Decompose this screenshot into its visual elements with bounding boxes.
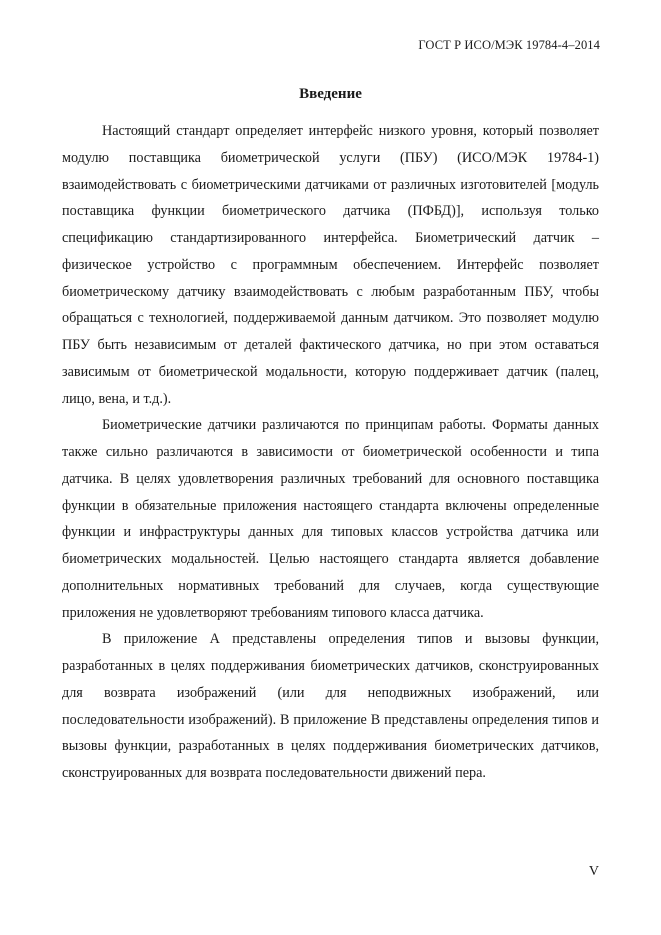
page-number: V xyxy=(588,864,599,879)
section-title: Введение xyxy=(299,86,362,102)
paragraph-2: Биометрические датчики различаются по принципам работы. Форматы данных также сильно различаются в зависимости от биометрической особенности и типа датчика. В целях удовлетворения различных требований для основного поставщика функции в обязательные приложения настоящего стандарта включены определенные функции и инфраструктуры данных для типовых классов устройства датчика или биометрических модальностей. Целью настоящего стандарта является добавление дополнительных нормативных требований для случаев, когда существующие приложения не удовлетворяют требованиям типового класса датчика. xyxy=(62,417,599,621)
paragraph-1: Настоящий стандарт определяет интерфейс низкого уровня, который позволяет модулю поставщика биометрической услуги (ПБУ) (ИСО/МЭК 19784-1) взаимодействовать с биометрическими датчиками от различных изготовителей [модуль поставщика функции биометрического датчика (ПФБД)], используя только спецификацию стандартизированного интерфейса. Биометрический датчик – физическое устройство с программным обеспечением. Интерфейс позволяет биометрическому датчику взаимодействовать с любым разработанным ПБУ, чтобы обращаться с технологией, поддерживаемой данным датчиком. Это позволяет модулю ПБУ быть независимым от деталей фактического датчика, но при этом оставаться зависимым от биометрической модальности, которую поддерживает датчик (палец, лицо, вена, и т.д.). xyxy=(62,123,599,407)
document-header xyxy=(418,38,600,53)
paragraph-3: В приложение А представлены определения типов и вызовы функции, разработанных в целях поддерживания биометрических датчиков, сконструированных для возврата изображений (или для неподвижных изображений, или последовательности изображений). В приложение В представлены определения типов и вызовы функции, разработанных в целях поддерживания биометрических датчиков, сконструированных для возврата последовательности движений пера. xyxy=(62,631,599,781)
standard-code: ГОСТ Р ИСО/МЭК 19784-4–2014 xyxy=(418,38,600,52)
document-body xyxy=(62,118,599,787)
